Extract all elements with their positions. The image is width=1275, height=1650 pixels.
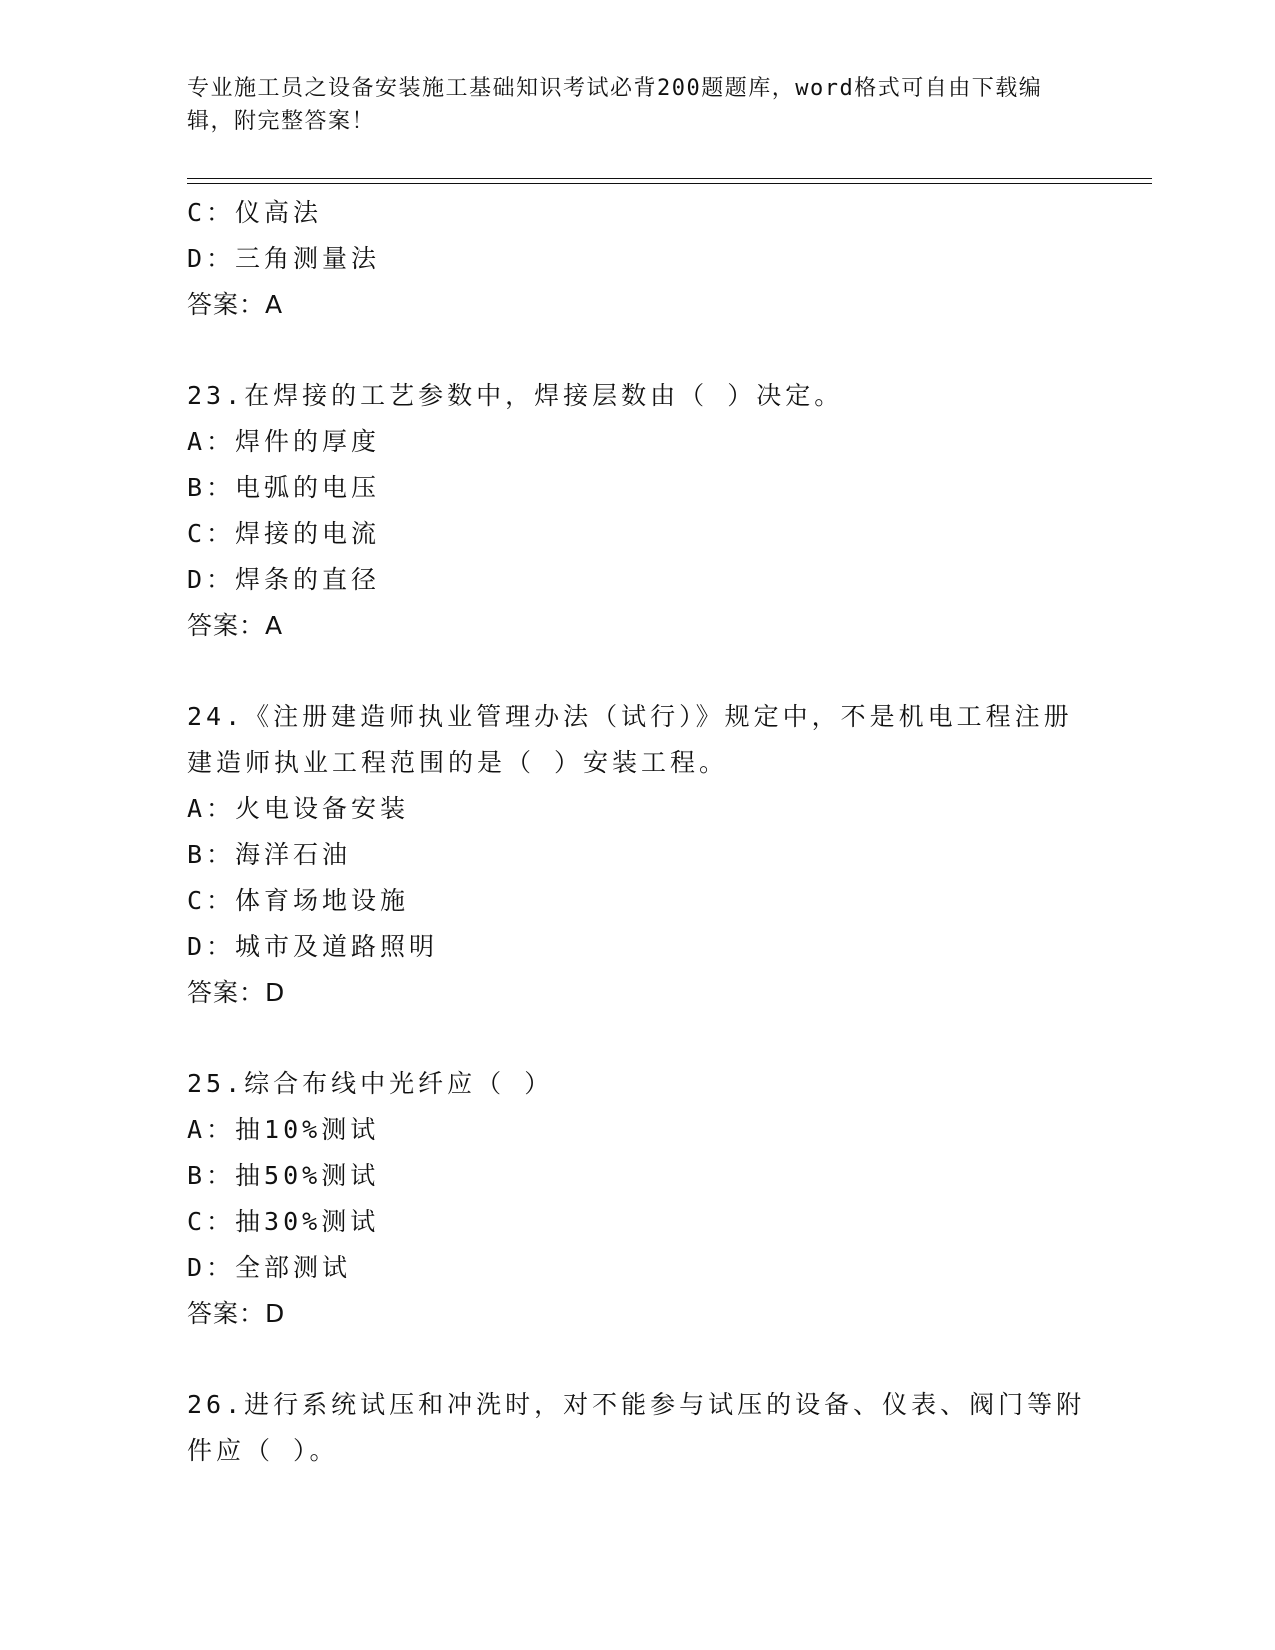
question-text: 25.综合布线中光纤应（ ） [187, 1069, 554, 1098]
option-b: B：抽50%测试 [187, 1161, 380, 1190]
header-divider-bottom [187, 183, 1152, 184]
option-c: C：体育场地设施 [187, 886, 410, 915]
option-b: B：电弧的电压 [187, 473, 381, 502]
option-a: A：焊件的厚度 [187, 427, 381, 456]
answer: 答案：A [187, 611, 284, 640]
option-b: B：海洋石油 [187, 840, 352, 869]
question-spacer [187, 1016, 1107, 1061]
question-spacer [187, 328, 1107, 373]
question-text: 23.在焊接的工艺参数中，焊接层数由（ ）决定。 [187, 381, 844, 410]
option-d: D：全部测试 [187, 1253, 352, 1282]
option-d: D：焊条的直径 [187, 565, 381, 594]
question-spacer [187, 649, 1107, 694]
question-23 [187, 373, 1107, 649]
question-text: 24.《注册建造师执业管理办法（试行）》规定中，不是机电工程注册建造师执业工程范围的是（ ）安装工程。 [187, 702, 1073, 777]
question-24 [187, 694, 1107, 1016]
option-c: C：抽30%测试 [187, 1207, 380, 1236]
option-d: D：三角测量法 [187, 244, 381, 273]
question-26 [187, 1382, 1107, 1474]
option-c: C：仪高法 [187, 198, 323, 227]
option-c: C：焊接的电流 [187, 519, 381, 548]
question-spacer [187, 1337, 1107, 1382]
option-a: A：火电设备安装 [187, 794, 410, 823]
option-a: A：抽10%测试 [187, 1115, 380, 1144]
header-divider-top [187, 178, 1152, 179]
answer: 答案：D [187, 978, 286, 1007]
question-25 [187, 1061, 1107, 1337]
question-list [187, 190, 1107, 1474]
answer: 答案：D [187, 1299, 286, 1328]
option-d: D：城市及道路照明 [187, 932, 439, 961]
question-22 [187, 190, 1107, 328]
document-header: 专业施工员之设备安装施工基础知识考试必背200题题库，word格式可自由下载编辑，附完整答案！ [187, 76, 1043, 134]
answer: 答案：A [187, 290, 284, 319]
question-text: 26.进行系统试压和冲洗时，对不能参与试压的设备、仪表、阀门等附件应（ ）。 [187, 1390, 1086, 1465]
